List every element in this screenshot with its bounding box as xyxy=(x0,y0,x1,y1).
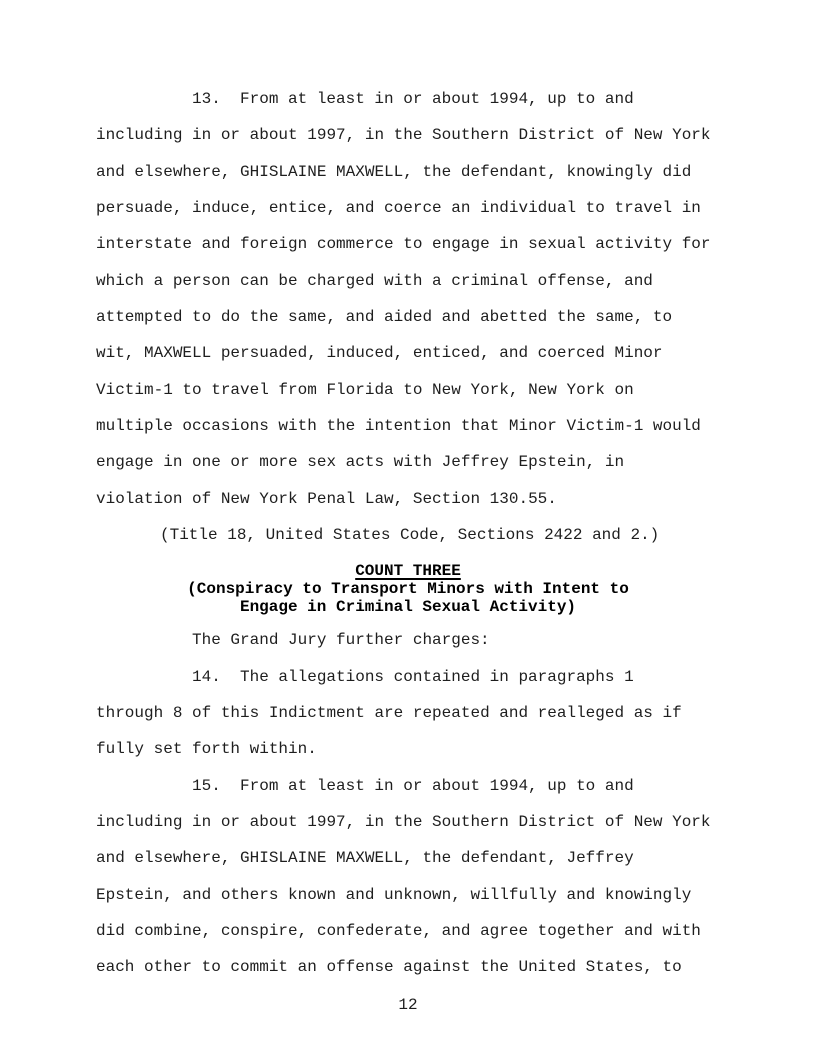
count-three-subtitle-line-2: Engage in Criminal Sexual Activity) xyxy=(239,598,577,617)
text-line: which a person can be charged with a criminal offense, and xyxy=(96,271,653,290)
paragraph-15 xyxy=(96,768,720,986)
count-three-subtitle-line-1: (Conspiracy to Transport Minors with Intent to xyxy=(187,580,629,599)
text-line: Epstein, and others known and unknown, willfully and knowingly xyxy=(96,885,692,904)
text-line: interstate and foreign commerce to engage in sexual activity for xyxy=(96,235,711,254)
text-line: including in or about 1997, in the Southern District of New York xyxy=(96,126,711,145)
text-line: 13. From at least in or about 1994, up to and xyxy=(192,90,634,108)
text-line: 15. From at least in or about 1994, up to and xyxy=(192,776,634,795)
count-three-heading xyxy=(96,562,720,616)
text-line: each other to commit an offense against the United States, to xyxy=(96,958,682,977)
grand-jury-charge-line xyxy=(96,622,720,658)
text-line: through 8 of this Indictment are repeated and realleged as if xyxy=(96,703,682,722)
text-line: engage in one or more sex acts with Jeffrey Epstein, in xyxy=(96,453,625,472)
text-line: persuade, induce, entice, and coerce an individual to travel in xyxy=(96,198,701,217)
statute-citation xyxy=(96,517,720,553)
text-line: and elsewhere, GHISLAINE MAXWELL, the defendant, knowingly did xyxy=(96,162,692,181)
text-line: Victim-1 to travel from Florida to New York, New York on xyxy=(96,380,634,399)
text-line: (Title 18, United States Code, Sections 2422 and 2.) xyxy=(160,525,660,544)
text-line: and elsewhere, GHISLAINE MAXWELL, the defendant, Jeffrey xyxy=(96,849,634,868)
paragraph-14 xyxy=(96,659,720,768)
document-content xyxy=(96,81,720,986)
text-line: attempted to do the same, and aided and abetted the same, to xyxy=(96,307,673,326)
text-line: violation of New York Penal Law, Section 130.55. xyxy=(96,489,557,508)
text-line: The Grand Jury further charges: xyxy=(192,631,490,650)
text-line: including in or about 1997, in the Southern District of New York xyxy=(96,812,711,831)
text-line: multiple occasions with the intention that Minor Victim-1 would xyxy=(96,416,701,435)
paragraph-13 xyxy=(96,81,720,517)
page-number: 12 xyxy=(398,996,418,1014)
text-line: wit, MAXWELL persuaded, induced, enticed, and coerced Minor xyxy=(96,344,663,363)
text-line: fully set forth within. xyxy=(96,740,317,759)
text-line: did combine, conspire, confederate, and agree together and with xyxy=(96,921,701,940)
text-line: 14. The allegations contained in paragraphs 1 xyxy=(192,667,634,686)
count-three-title: COUNT THREE xyxy=(355,562,461,581)
